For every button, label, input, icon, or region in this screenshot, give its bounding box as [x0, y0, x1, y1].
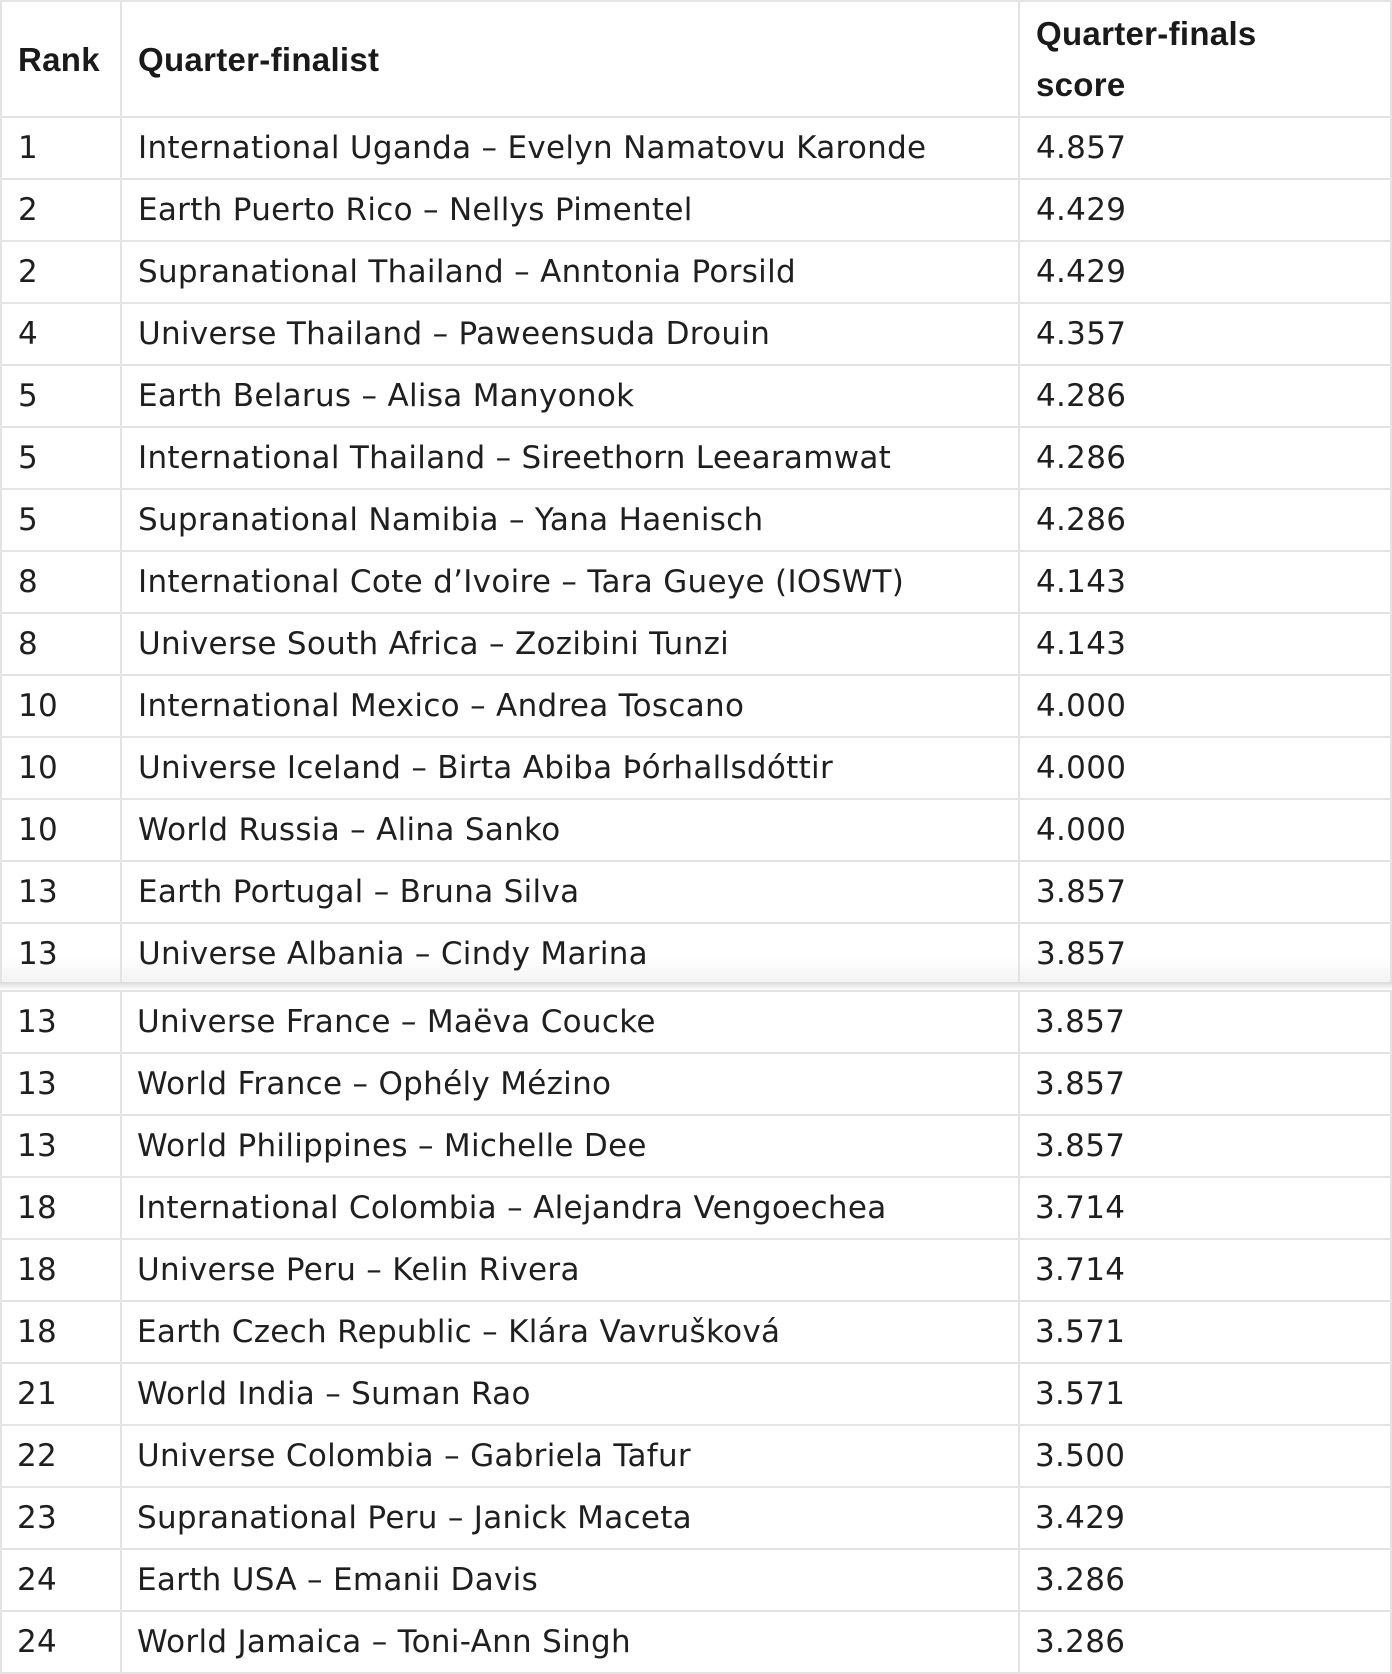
score-cell: 4.143 — [1019, 551, 1391, 613]
score-cell: 4.286 — [1019, 489, 1391, 551]
table-header-row — [1, 1, 1391, 117]
rank-cell: 4 — [1, 303, 121, 365]
table-row — [1, 923, 1391, 985]
quarter-finalist-cell: World France – Ophély Mézino — [121, 1053, 1019, 1115]
table-row — [1, 489, 1391, 551]
table-row — [1, 1177, 1391, 1239]
rank-cell: 5 — [1, 365, 121, 427]
quarter-finalist-cell: International Thailand – Sireethorn Leearamwat — [121, 427, 1019, 489]
quarter-finalist-cell: Universe South Africa – Zozibini Tunzi — [121, 613, 1019, 675]
score-cell: 4.286 — [1019, 427, 1391, 489]
rank-column-header: Rank — [1, 1, 121, 117]
table-row — [1, 861, 1391, 923]
rank-cell: 1 — [1, 117, 121, 179]
rank-cell: 18 — [1, 1301, 121, 1363]
quarter-finalist-cell: Earth Portugal – Bruna Silva — [121, 861, 1019, 923]
quarter-finalist-column-header: Quarter-finalist — [121, 1, 1019, 117]
score-cell: 4.000 — [1019, 799, 1391, 861]
page-fold-shadow — [0, 982, 1392, 990]
quarter-finalist-cell: International Cote d’Ivoire – Tara Gueye (IOSWT) — [121, 551, 1019, 613]
quarter-finalist-cell: Universe France – Maëva Coucke — [121, 991, 1019, 1053]
quarter-finalist-cell: Earth Puerto Rico – Nellys Pimentel — [121, 179, 1019, 241]
score-cell: 3.500 — [1019, 1425, 1391, 1487]
rank-cell: 10 — [1, 799, 121, 861]
score-cell: 3.857 — [1019, 1053, 1391, 1115]
table-row — [1, 1425, 1391, 1487]
score-cell: 3.429 — [1019, 1487, 1391, 1549]
score-header-line-1: Quarter-finals — [1036, 15, 1257, 52]
table-row — [1, 303, 1391, 365]
score-cell: 4.000 — [1019, 737, 1391, 799]
table-row — [1, 1487, 1391, 1549]
table-row — [1, 991, 1391, 1053]
score-cell: 3.714 — [1019, 1239, 1391, 1301]
table-row — [1, 241, 1391, 303]
score-cell: 3.857 — [1019, 991, 1391, 1053]
quarter-finalist-cell: Earth Belarus – Alisa Manyonok — [121, 365, 1019, 427]
score-cell: 4.143 — [1019, 613, 1391, 675]
quarter-finalist-cell: International Mexico – Andrea Toscano — [121, 675, 1019, 737]
score-cell: 3.857 — [1019, 1115, 1391, 1177]
table-row — [1, 1363, 1391, 1425]
table-row — [1, 1115, 1391, 1177]
quarter-finalist-cell: Universe Peru – Kelin Rivera — [121, 1239, 1019, 1301]
rank-cell: 21 — [1, 1363, 121, 1425]
score-cell: 4.286 — [1019, 365, 1391, 427]
quarter-finalist-cell: Earth Czech Republic – Klára Vavrušková — [121, 1301, 1019, 1363]
rank-cell: 13 — [1, 991, 121, 1053]
quarter-finalist-cell: World Jamaica – Toni-Ann Singh — [121, 1611, 1019, 1673]
table-row — [1, 1239, 1391, 1301]
rankings-table-bottom — [0, 990, 1392, 1674]
table-body-bottom — [1, 991, 1391, 1673]
rank-cell: 2 — [1, 179, 121, 241]
table-row — [1, 427, 1391, 489]
score-cell: 4.429 — [1019, 241, 1391, 303]
quarter-finalist-cell: World India – Suman Rao — [121, 1363, 1019, 1425]
quarter-finalist-cell: Universe Colombia – Gabriela Tafur — [121, 1425, 1019, 1487]
table-row — [1, 551, 1391, 613]
table-body-top — [1, 117, 1391, 985]
score-cell: 3.286 — [1019, 1549, 1391, 1611]
rank-cell: 10 — [1, 675, 121, 737]
rank-cell: 22 — [1, 1425, 121, 1487]
rank-cell: 10 — [1, 737, 121, 799]
quarter-finalist-cell: World Philippines – Michelle Dee — [121, 1115, 1019, 1177]
score-cell: 4.000 — [1019, 675, 1391, 737]
rank-cell: 23 — [1, 1487, 121, 1549]
table-row — [1, 1301, 1391, 1363]
score-cell: 3.571 — [1019, 1301, 1391, 1363]
quarter-finalist-cell: Supranational Peru – Janick Maceta — [121, 1487, 1019, 1549]
score-cell: 3.571 — [1019, 1363, 1391, 1425]
quarter-finalist-cell: Universe Iceland – Birta Abiba Þórhallsdóttir — [121, 737, 1019, 799]
score-cell: 3.857 — [1019, 861, 1391, 923]
table-row — [1, 117, 1391, 179]
rank-cell: 13 — [1, 1115, 121, 1177]
table-row — [1, 675, 1391, 737]
rank-cell: 5 — [1, 489, 121, 551]
rank-cell: 13 — [1, 923, 121, 985]
rank-cell: 8 — [1, 551, 121, 613]
table-row — [1, 737, 1391, 799]
rank-cell: 5 — [1, 427, 121, 489]
score-cell: 4.429 — [1019, 179, 1391, 241]
rank-cell: 24 — [1, 1611, 121, 1673]
quarter-finalist-cell: Supranational Namibia – Yana Haenisch — [121, 489, 1019, 551]
quarter-finalist-cell: Supranational Thailand – Anntonia Porsild — [121, 241, 1019, 303]
rank-cell: 18 — [1, 1239, 121, 1301]
table-row — [1, 799, 1391, 861]
rank-cell: 8 — [1, 613, 121, 675]
quarter-finalist-cell: Universe Albania – Cindy Marina — [121, 923, 1019, 985]
quarter-finalist-cell: Earth USA – Emanii Davis — [121, 1549, 1019, 1611]
quarter-finalist-cell: International Colombia – Alejandra Vengoechea — [121, 1177, 1019, 1239]
score-cell: 4.357 — [1019, 303, 1391, 365]
rank-cell: 2 — [1, 241, 121, 303]
table-row — [1, 1549, 1391, 1611]
score-cell: 3.286 — [1019, 1611, 1391, 1673]
rank-cell: 13 — [1, 1053, 121, 1115]
score-cell: 4.857 — [1019, 117, 1391, 179]
quarter-finalist-cell: Universe Thailand – Paweensuda Drouin — [121, 303, 1019, 365]
table-row — [1, 1611, 1391, 1673]
rank-cell: 18 — [1, 1177, 121, 1239]
score-header-line-2: score — [1036, 66, 1126, 103]
quarter-finals-score-column-header — [1019, 1, 1391, 117]
rank-cell: 24 — [1, 1549, 121, 1611]
quarter-finalist-cell: International Uganda – Evelyn Namatovu Karonde — [121, 117, 1019, 179]
table-row — [1, 613, 1391, 675]
quarter-finalist-cell: World Russia – Alina Sanko — [121, 799, 1019, 861]
table-row — [1, 365, 1391, 427]
table-row — [1, 179, 1391, 241]
table-row — [1, 1053, 1391, 1115]
rank-cell: 13 — [1, 861, 121, 923]
score-cell: 3.714 — [1019, 1177, 1391, 1239]
score-cell: 3.857 — [1019, 923, 1391, 985]
